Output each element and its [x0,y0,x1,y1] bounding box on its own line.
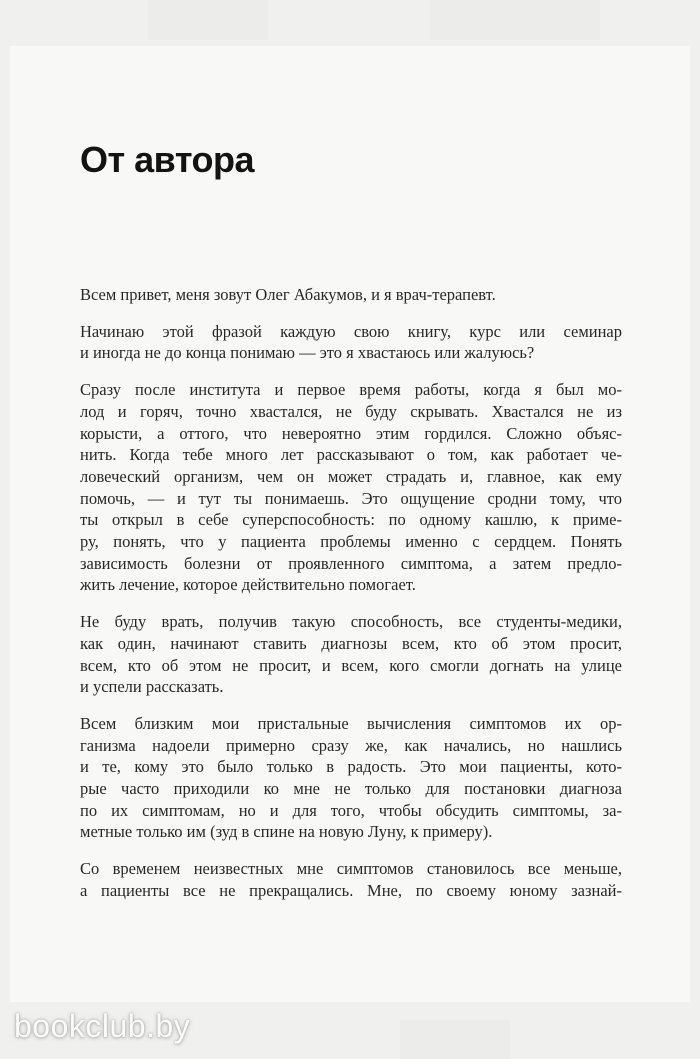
text-line: ловеческий организм, чем он может страдать и, главное, как ему [80,466,622,486]
text-line: Со временем неизвестных мне симптомов становилось все меньше, [80,859,622,879]
text-line: зависимость болезни от проявленного симптома, а затем предло- [80,553,622,573]
paragraph [80,321,622,364]
watermark-bookclub: bookclub.by [14,1008,191,1044]
text-line: корысти, а оттого, что невероятно этим гордился. Сложно объяс- [80,423,622,443]
text-line: Всем привет, меня зовут Олег Абакумов, и я врач-терапевт. [80,285,496,304]
paragraph [80,284,622,306]
text-line: Сразу после института и первое время работы, когда я был мо- [80,380,622,400]
text-line: ганизма надоели примерно сразу же, как начались, но нашлись [80,735,622,755]
text-line: лод и горяч, точно хвастался, не буду скрывать. Хвастался не из [80,401,622,421]
paragraph [80,379,622,596]
ghost-artifact [430,0,600,40]
text-line: и иногда не до конца понимаю — это я хвастаюсь или жалуюсь? [80,343,535,363]
text-line: по их симптомам, но и для того, чтобы обсудить симптомы, за- [80,800,622,820]
text-line: всем, кто об этом не просит, и всем, кого смогли догнать на улице [80,655,622,675]
text-line: рые часто приходили ко мне не только для постановки диагноза [80,779,622,799]
text-line: Не буду врать, получив такую способность, все студенты-медики, [80,612,622,632]
chapter-title: От автора [80,139,254,180]
text-line: ты открыл в себе суперспособность: по одному кашлю, к приме- [80,510,622,530]
paragraph [80,713,622,843]
text-line: и успели рассказать. [80,677,224,697]
text-line: помочь, — и тут ты понимаешь. Это ощущение сродни тому, что [80,488,622,508]
ghost-artifact [148,0,268,40]
text-line: ру, понять, что у пациента проблемы именно с сердцем. Понять [80,532,622,552]
text-block [80,284,622,917]
text-line: жить лечение, которое действительно помогает. [80,575,416,595]
book-page [10,46,690,1002]
paragraph [80,858,622,901]
text-line: Всем близким мои пристальные вычисления симптомов их ор- [80,713,622,733]
text-line: как один, начинают ставить диагнозы всем, кто об этом просит, [80,633,622,653]
text-line: нить. Когда тебе много лет рассказывают о том, как работает че- [80,445,622,465]
paragraph [80,611,622,698]
text-line: и те, кому это было только в радость. Это мои пациенты, кото- [80,757,622,777]
text-line: а пациенты все не прекращались. Мне, по своему юному зазнай- [80,880,622,900]
ghost-artifact [400,1020,510,1059]
text-line: метные только им (зуд в спине на новую Луну, к примеру). [80,822,493,842]
text-line: Начинаю этой фразой каждую свою книгу, курс или семинар [80,321,622,341]
